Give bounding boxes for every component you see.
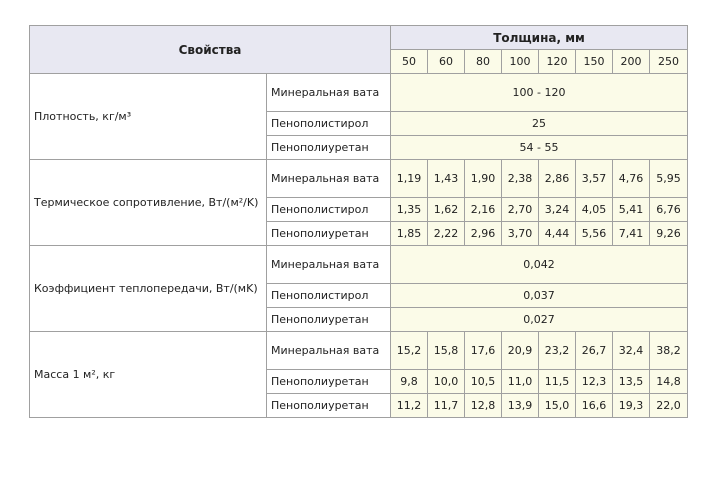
value-cell: 0,037	[391, 284, 688, 308]
value-cell: 3,70	[502, 222, 539, 246]
value-cell: 11,7	[428, 394, 465, 418]
material-label: Минеральная вата	[267, 246, 391, 284]
material-label: Минеральная вата	[267, 332, 391, 370]
value-cell: 54 - 55	[391, 136, 688, 160]
value-cell: 12,3	[576, 370, 613, 394]
material-label: Минеральная вата	[267, 74, 391, 112]
value-cell: 10,5	[465, 370, 502, 394]
material-label: Пенополистирол	[267, 198, 391, 222]
table-row	[30, 332, 688, 370]
value-cell: 13,9	[502, 394, 539, 418]
value-cell: 1,35	[391, 198, 428, 222]
value-cell: 11,5	[539, 370, 576, 394]
value-cell: 38,2	[650, 332, 688, 370]
property-label-thermal-resistance: Термическое сопротивление, Вт/(м²/K)	[30, 160, 267, 246]
value-cell: 1,90	[465, 160, 502, 198]
material-label: Пенополиуретан	[267, 308, 391, 332]
value-cell: 0,027	[391, 308, 688, 332]
value-cell: 1,62	[428, 198, 465, 222]
material-label: Пенополистирол	[267, 284, 391, 308]
value-cell: 4,05	[576, 198, 613, 222]
property-label-mass: Масса 1 м², кг	[30, 332, 267, 418]
value-cell: 1,85	[391, 222, 428, 246]
material-label: Минеральная вата	[267, 160, 391, 198]
value-cell: 9,26	[650, 222, 688, 246]
value-cell: 3,57	[576, 160, 613, 198]
properties-table	[29, 25, 688, 418]
material-label: Пенополистирол	[267, 112, 391, 136]
value-cell: 15,2	[391, 332, 428, 370]
value-cell: 16,6	[576, 394, 613, 418]
value-cell: 7,41	[613, 222, 650, 246]
value-cell: 25	[391, 112, 688, 136]
property-label-density: Плотность, кг/м³	[30, 74, 267, 160]
value-cell: 13,5	[613, 370, 650, 394]
value-cell: 10,0	[428, 370, 465, 394]
value-cell: 1,43	[428, 160, 465, 198]
value-cell: 2,16	[465, 198, 502, 222]
thickness-value: 80	[465, 50, 502, 74]
value-cell: 23,2	[539, 332, 576, 370]
value-cell: 22,0	[650, 394, 688, 418]
value-cell: 11,0	[502, 370, 539, 394]
value-cell: 1,19	[391, 160, 428, 198]
value-cell: 100 - 120	[391, 74, 688, 112]
table-row	[30, 74, 688, 112]
value-cell: 4,44	[539, 222, 576, 246]
value-cell: 2,70	[502, 198, 539, 222]
value-cell: 4,76	[613, 160, 650, 198]
properties-header: Свойства	[30, 26, 391, 74]
thickness-value: 250	[650, 50, 688, 74]
value-cell: 14,8	[650, 370, 688, 394]
thickness-header: Толщина, мм	[391, 26, 688, 50]
value-cell: 5,56	[576, 222, 613, 246]
value-cell: 2,38	[502, 160, 539, 198]
value-cell: 12,8	[465, 394, 502, 418]
value-cell: 15,8	[428, 332, 465, 370]
value-cell: 5,41	[613, 198, 650, 222]
table-row	[30, 246, 688, 284]
value-cell: 5,95	[650, 160, 688, 198]
thickness-value: 50	[391, 50, 428, 74]
value-cell: 6,76	[650, 198, 688, 222]
thickness-value: 120	[539, 50, 576, 74]
value-cell: 3,24	[539, 198, 576, 222]
value-cell: 20,9	[502, 332, 539, 370]
value-cell: 2,96	[465, 222, 502, 246]
table-row	[30, 160, 688, 198]
value-cell: 15,0	[539, 394, 576, 418]
value-cell: 26,7	[576, 332, 613, 370]
material-label: Пенополиуретан	[267, 136, 391, 160]
value-cell: 2,86	[539, 160, 576, 198]
value-cell: 11,2	[391, 394, 428, 418]
value-cell: 0,042	[391, 246, 688, 284]
value-cell: 9,8	[391, 370, 428, 394]
material-label: Пенополиуретан	[267, 222, 391, 246]
material-label: Пенополиуретан	[267, 394, 391, 418]
thickness-value: 60	[428, 50, 465, 74]
value-cell: 19,3	[613, 394, 650, 418]
value-cell: 2,22	[428, 222, 465, 246]
property-label-heat-transfer: Коэффициент теплопередачи, Вт/(мK)	[30, 246, 267, 332]
material-label: Пенополиуретан	[267, 370, 391, 394]
value-cell: 32,4	[613, 332, 650, 370]
thickness-value: 150	[576, 50, 613, 74]
thickness-value: 200	[613, 50, 650, 74]
value-cell: 17,6	[465, 332, 502, 370]
thickness-value: 100	[502, 50, 539, 74]
